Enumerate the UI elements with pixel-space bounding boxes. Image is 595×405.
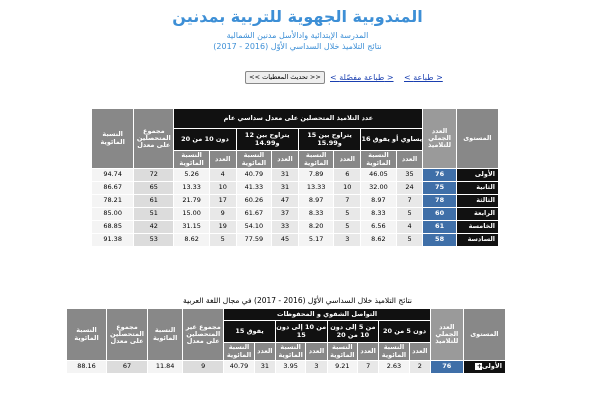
pct-total-cell: 88.16 (67, 361, 107, 374)
count-cell: 31 (272, 182, 299, 195)
pct-cell: 77.59 (236, 234, 272, 247)
count-cell: 19 (209, 221, 236, 234)
col-level-header: المستوى (463, 309, 505, 361)
col-sum-header: مجموع المتحصلين على معدل (107, 309, 148, 361)
pct-cell: 21.79 (174, 195, 210, 208)
col-level-header: المستوى (456, 109, 498, 169)
sum-cell: 42 (134, 221, 174, 234)
pct-cell: 60.26 (236, 195, 272, 208)
pct-cell: 5.17 (298, 234, 334, 247)
pct-cell: 8.97 (298, 195, 334, 208)
count-cell: 7 (334, 195, 361, 208)
count-header: العدد (358, 343, 379, 361)
count-cell: 10 (209, 182, 236, 195)
count-cell: 47 (272, 195, 299, 208)
count-cell: 10 (334, 182, 361, 195)
pct-total-cell: 91.38 (92, 234, 134, 247)
total-cell: 61 (423, 221, 456, 234)
sum-cell: 51 (134, 208, 174, 221)
count-cell: 6 (334, 169, 361, 182)
total-cell: 76 (423, 169, 456, 182)
pct-header: النسبة المائوية (275, 343, 306, 361)
count-cell: 2 (409, 361, 430, 374)
pct-total-cell: 78.21 (92, 195, 134, 208)
pct-cell: 15.00 (174, 208, 210, 221)
page-title: المندوبية الجهوية للتربية بمدنين (172, 7, 423, 26)
count-cell: 3 (306, 361, 327, 374)
count-header: العدد (409, 343, 430, 361)
count-header: العدد (396, 151, 423, 169)
pct-cell: 40.79 (236, 169, 272, 182)
arabic-results-caption: نتائج التلاميذ خلال السداسي الأوّل (2016 - 2017) في مجال اللغة العربية (183, 296, 412, 305)
count-header: العدد (272, 151, 299, 169)
count-cell: 35 (396, 169, 423, 182)
pct-cell: 5.26 (174, 169, 210, 182)
count-cell: 37 (272, 208, 299, 221)
range-header: يتراوح بين 12 و14.99 (236, 129, 298, 151)
count-cell: 17 (209, 195, 236, 208)
count-cell: 9 (209, 208, 236, 221)
pct-header: النسبة المائوية (174, 151, 210, 169)
pct-cell: 8.97 (361, 195, 397, 208)
results-table (91, 108, 499, 247)
count-header: العدد (209, 151, 236, 169)
pct-cell: 40.79 (224, 361, 255, 374)
count-cell: 7 (396, 195, 423, 208)
count-cell: 5 (334, 221, 361, 234)
level-cell (463, 361, 505, 374)
level-cell: الثانية (456, 182, 498, 195)
count-cell: 45 (272, 234, 299, 247)
pct2-cell: 11.84 (148, 361, 183, 374)
count-header: العدد (334, 151, 361, 169)
table-row (92, 195, 499, 208)
pct-cell: 3.95 (275, 361, 306, 374)
table-row (92, 208, 499, 221)
count-cell: 31 (272, 169, 299, 182)
not-above-cell: 9 (183, 361, 224, 374)
range-header: يتراوح بين 15 و15.99 (298, 129, 360, 151)
pct-header: النسبة المائوية (236, 151, 272, 169)
main-header: عدد التلاميذ المتحصلين على معدل سداسي عام (174, 109, 423, 129)
count-header: العدد (306, 343, 327, 361)
sum-cell: 67 (107, 361, 148, 374)
count-cell: 24 (396, 182, 423, 195)
count-header: العدد (254, 343, 275, 361)
level-cell: الرابعة (456, 208, 498, 221)
count-cell: 7 (358, 361, 379, 374)
count-cell: 5 (334, 208, 361, 221)
col-not-above-header: مجموع غير المتحصلين على معدل (183, 309, 224, 361)
table-row (92, 234, 499, 247)
pct-header: النسبة المائوية (327, 343, 358, 361)
range-header: يفوق 15 (224, 321, 276, 343)
pct-cell: 7.89 (298, 169, 334, 182)
total-cell: 76 (430, 361, 463, 374)
count-cell: 4 (396, 221, 423, 234)
range-header: من 10 إلى دون 15 (275, 321, 327, 343)
table-row (67, 361, 506, 374)
pct-cell: 6.56 (361, 221, 397, 234)
count-cell: 3 (334, 234, 361, 247)
table-row (92, 221, 499, 234)
pct-cell: 46.05 (361, 169, 397, 182)
pct-cell: 32.00 (361, 182, 397, 195)
count-cell: 5 (396, 234, 423, 247)
pct-total-cell: 68.85 (92, 221, 134, 234)
pct-header: النسبة المائوية (361, 151, 397, 169)
level-cell: الأولى (456, 169, 498, 182)
level-cell: الثالثة (456, 195, 498, 208)
results-subtitle: نتائج التلاميذ خلال السداسي الأوّل (2016 - 2017) (213, 42, 382, 51)
pct-cell: 13.33 (298, 182, 334, 195)
pct-header: النسبة المائوية (379, 343, 410, 361)
count-cell: 33 (272, 221, 299, 234)
level-cell: السادسة (456, 234, 498, 247)
table-row (92, 169, 499, 182)
col-total-header: العدد الجملي للتلاميذ (423, 109, 456, 169)
print-link[interactable]: < طباعة > (404, 73, 443, 82)
pct-header: النسبة المائوية (298, 151, 334, 169)
pct-cell: 8.33 (298, 208, 334, 221)
sum-cell: 65 (134, 182, 174, 195)
count-cell: 5 (396, 208, 423, 221)
total-cell: 78 (423, 195, 456, 208)
pct-cell: 8.20 (298, 221, 334, 234)
col-total-header: العدد الجملي للتلاميذ (430, 309, 463, 361)
pct-cell: 61.67 (236, 208, 272, 221)
pct-total-cell: 94.74 (92, 169, 134, 182)
pct-total-cell: 85.00 (92, 208, 134, 221)
sum-cell: 53 (134, 234, 174, 247)
pct-cell: 8.33 (361, 208, 397, 221)
arabic-results-table (66, 308, 506, 374)
pct-cell: 41.33 (236, 182, 272, 195)
level-cell: الخامسة (456, 221, 498, 234)
refresh-data-button[interactable]: << تحديث المعطيات >> (245, 71, 325, 84)
total-cell: 75 (423, 182, 456, 195)
col-pct-total-header: النسبة المائوية (92, 109, 134, 169)
range-header: من 5 إلى دون 10 من 20 (327, 321, 379, 343)
print-detailed-link[interactable]: < طباعة مفصّلة > (330, 73, 394, 82)
pct-cell: 2.63 (379, 361, 410, 374)
table-row (92, 182, 499, 195)
col-sum-header: مجموع المتحصلين على معدل (134, 109, 174, 169)
col-pct-total-header: النسبة المائوية (67, 309, 107, 361)
count-cell: 5 (209, 234, 236, 247)
count-cell: 31 (254, 361, 275, 374)
main-header: التواصل الشفوي و المحفوظات (224, 309, 431, 321)
pct-total-cell: 86.67 (92, 182, 134, 195)
pct-cell: 54.10 (236, 221, 272, 234)
level-label: الأولى (481, 362, 502, 371)
range-header: يساوي أو يفوق 16 (361, 129, 423, 151)
range-header: دون 5 من 20 (379, 321, 431, 343)
pct-cell: 31.15 (174, 221, 210, 234)
sum-cell: 72 (134, 169, 174, 182)
total-cell: 60 (423, 208, 456, 221)
pct-cell: 8.62 (361, 234, 397, 247)
pct-cell: 9.21 (327, 361, 358, 374)
school-name: المدرسة الإبتدائية وادالأسل مدنين الشمالية (226, 31, 369, 40)
expand-icon[interactable]: + (476, 363, 482, 371)
pct-cell: 8.62 (174, 234, 210, 247)
range-header: دون 10 من 20 (174, 129, 236, 151)
pct-header: النسبة المائوية (224, 343, 255, 361)
count-cell: 4 (209, 169, 236, 182)
total-cell: 58 (423, 234, 456, 247)
pct-cell: 13.33 (174, 182, 210, 195)
col-pct2-header: النسبة المائوية (148, 309, 183, 361)
sum-cell: 61 (134, 195, 174, 208)
